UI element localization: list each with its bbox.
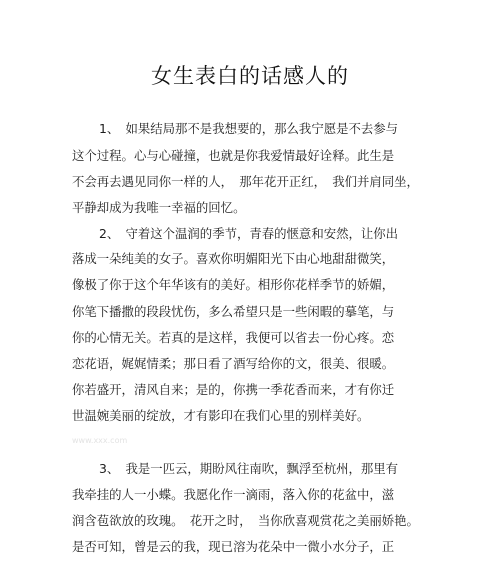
paragraph-3-line-2: 我牵挂的人一小蝶。我愿化作一滴雨，落入你的花盆中，滋 xyxy=(72,487,395,502)
document-title: 女生表白的话感人的 xyxy=(151,64,349,88)
paragraph-2-line-5: 你的心情无关。若真的是这样，我便可以省去一份心疼。恋 xyxy=(72,330,395,345)
paragraph-1-line-2: 这个过程。心与心碰撞，也就是你我爱情最好诠释。此生是 xyxy=(72,148,395,163)
paragraph-2-line-1: 2、 守着这个温润的季节，青春的惬意和安然，让你出 xyxy=(99,226,399,241)
paragraph-3-line-4: 是否可知，曾是云的我，现已溶为花朵中一微小水分子，正 xyxy=(72,539,395,554)
paragraph-2-line-6: 恋花语，娓娓情柔；那日看了酒写给你的文，很美、很暖。 xyxy=(72,356,395,371)
paragraph-2-line-4: 你笔下播撒的段段忧伤，多么希望只是一些闲暇的摹笔，与 xyxy=(72,304,395,319)
paragraph-2-line-7: 你若盛开，清风自来；是的，你携一季花香而来，才有你迁 xyxy=(72,382,395,397)
paragraph-3-line-3: 润含苞欲放的玫瑰。 花开之时， 当你欣喜观赏花之美丽娇艳。 xyxy=(72,513,419,528)
paragraph-2-line-8: 世温婉美丽的绽放，才有影印在我们心里的别样美好。 xyxy=(72,408,370,423)
paragraph-3-line-1: 3、 我是一匹云，期盼风往南吹，飘浮至杭州，那里有 xyxy=(99,461,399,476)
paragraph-1-line-3: 不会再去遇见同你一样的人， 那年花开正红， 我们并肩同坐， xyxy=(72,174,419,189)
paragraph-1-line-1: 1、 如果结局那不是我想要的，那么我宁愿是不去参与 xyxy=(99,121,399,136)
paragraph-1-line-4: 平静却成为我唯一幸福的回忆。 xyxy=(72,200,246,215)
paragraph-2-line-2: 落成一朵纯美的女子。喜欢你明媚阳光下由心地甜甜微笑， xyxy=(72,251,395,266)
paragraph-2-line-3: 像极了你于这个年华该有的美好。相形你花样季节的娇媚， xyxy=(72,277,395,292)
watermark: www.xxx.com xyxy=(72,436,128,445)
